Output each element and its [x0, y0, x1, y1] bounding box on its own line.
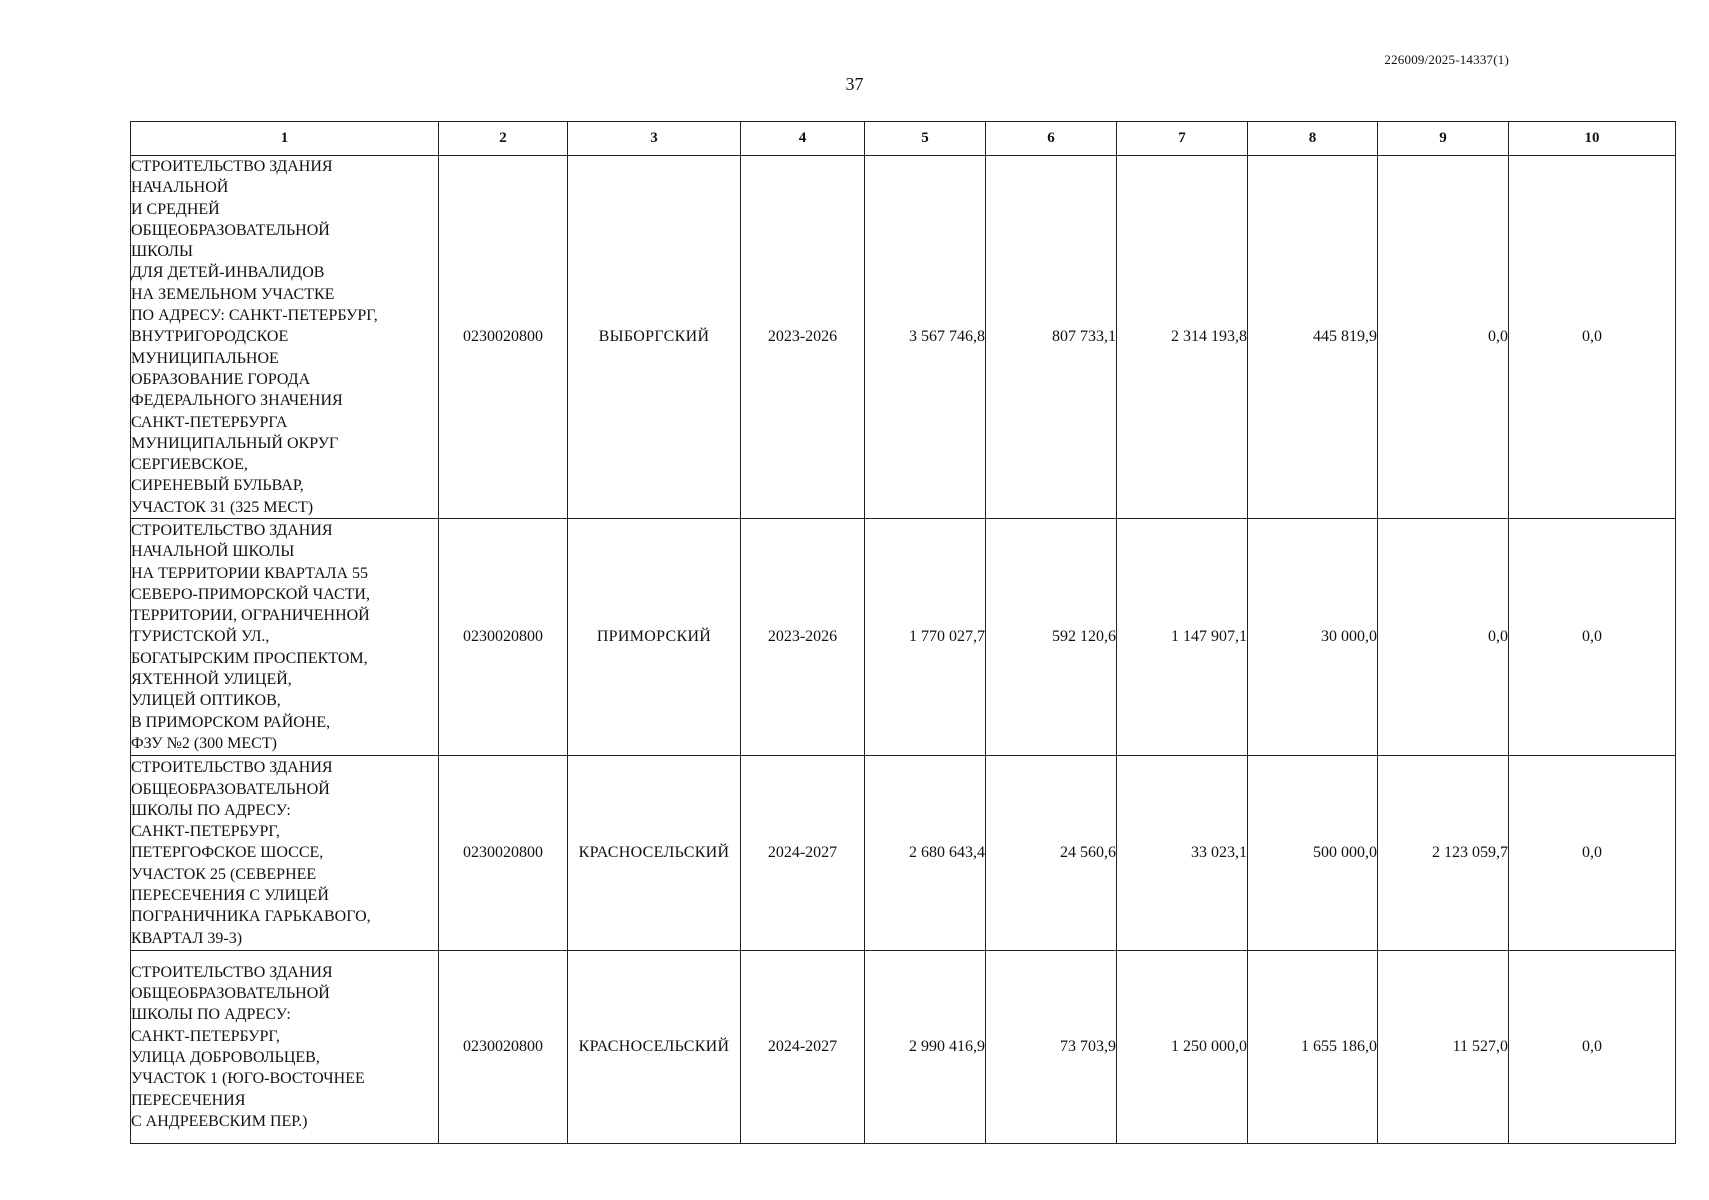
value-cell-8: 1 655 186,0 — [1248, 951, 1378, 1144]
value-cell-7: 1 250 000,0 — [1117, 951, 1248, 1144]
district-cell: ВЫБОРГСКИЙ — [568, 156, 741, 519]
value-cell-6: 592 120,6 — [986, 519, 1117, 756]
column-header-5: 5 — [865, 122, 986, 156]
value-cell-5: 2 680 643,4 — [865, 756, 986, 951]
object-name-line: СТРОИТЕЛЬСТВО ЗДАНИЯ — [131, 759, 333, 777]
budget-table — [130, 121, 1676, 1144]
object-name-line: ОБЩЕОБРАЗОВАТЕЛЬНОЙ — [131, 221, 330, 239]
object-name-line: УЧАСТОК 31 (325 МЕСТ) — [131, 498, 314, 516]
value-cell-5: 3 567 746,8 — [865, 156, 986, 519]
period-cell: 2023-2026 — [741, 156, 865, 519]
object-name-line: САНКТ-ПЕТЕРБУРГ, — [131, 1027, 280, 1045]
object-name-line: ВНУТРИГОРОДСКОЕ — [131, 328, 289, 346]
object-name-line: ОБЩЕОБРАЗОВАТЕЛЬНОЙ — [131, 985, 330, 1003]
object-name-line: ШКОЛЫ ПО АДРЕСУ: — [131, 801, 291, 819]
object-name-line: НА ТЕРРИТОРИИ КВАРТАЛА 55 — [131, 564, 369, 582]
object-name-line: ОБРАЗОВАНИЕ ГОРОДА — [131, 370, 311, 388]
table-header-row — [131, 122, 1676, 156]
object-name-line: НАЧАЛЬНОЙ — [131, 179, 229, 197]
object-name-line: НА ЗЕМЕЛЬНОМ УЧАСТКЕ — [131, 285, 335, 303]
object-name-line: СТРОИТЕЛЬСТВО ЗДАНИЯ — [131, 158, 333, 175]
object-name-line: ПОГРАНИЧНИКА ГАРЬКАВОГО, — [131, 908, 371, 926]
object-name-line: БОГАТЫРСКИМ ПРОСПЕКТОМ, — [131, 649, 368, 667]
object-name-line: УЧАСТОК 1 (ЮГО-ВОСТОЧНЕЕ — [131, 1070, 365, 1088]
page-number: 37 — [845, 74, 864, 94]
column-header-6: 6 — [986, 122, 1117, 156]
object-name-line: СТРОИТЕЛЬСТВО ЗДАНИЯ — [131, 963, 333, 981]
object-name-line: ДЛЯ ДЕТЕЙ-ИНВАЛИДОВ — [131, 264, 325, 282]
budget-code-cell: 0230020800 — [439, 756, 568, 951]
column-header-2: 2 — [439, 122, 568, 156]
value-cell-8: 30 000,0 — [1248, 519, 1378, 756]
value-cell-7: 1 147 907,1 — [1117, 519, 1248, 756]
value-cell-9: 2 123 059,7 — [1378, 756, 1509, 951]
object-name-line: УЧАСТОК 25 (СЕВЕРНЕЕ — [131, 865, 317, 883]
object-name-line: СТРОИТЕЛЬСТВО ЗДАНИЯ — [131, 521, 333, 539]
object-name-cell — [131, 519, 439, 756]
value-cell-8: 445 819,9 — [1248, 156, 1378, 519]
value-cell-10: 0,0 — [1509, 519, 1676, 756]
object-name-line: ФЕДЕРАЛЬНОГО ЗНАЧЕНИЯ — [131, 392, 343, 410]
value-cell-9: 0,0 — [1378, 156, 1509, 519]
value-cell-8: 500 000,0 — [1248, 756, 1378, 951]
budget-code-cell: 0230020800 — [439, 156, 568, 519]
value-cell-6: 24 560,6 — [986, 756, 1117, 951]
object-name-line: ОБЩЕОБРАЗОВАТЕЛЬНОЙ — [131, 780, 330, 798]
column-header-1: 1 — [131, 122, 439, 156]
table-row — [131, 756, 1676, 951]
value-cell-9: 11 527,0 — [1378, 951, 1509, 1144]
object-name-line: ТЕРРИТОРИИ, ОГРАНИЧЕННОЙ — [131, 607, 370, 625]
document-id: 226009/2025-14337(1) — [1384, 52, 1509, 67]
value-cell-6: 73 703,9 — [986, 951, 1117, 1144]
object-name-line: МУНИЦИПАЛЬНОЕ — [131, 349, 279, 367]
object-name-line: ПЕРЕСЕЧЕНИЯ С УЛИЦЕЙ — [131, 886, 329, 904]
column-header-3: 3 — [568, 122, 741, 156]
object-name-line: ПО АДРЕСУ: САНКТ-ПЕТЕРБУРГ, — [131, 307, 378, 325]
value-cell-9: 0,0 — [1378, 519, 1509, 756]
object-name-line: ШКОЛЫ — [131, 243, 193, 261]
object-name-line: ШКОЛЫ ПО АДРЕСУ: — [131, 1006, 291, 1024]
value-cell-6: 807 733,1 — [986, 156, 1117, 519]
object-name-line: САНКТ-ПЕТЕРБУРГА — [131, 413, 288, 431]
object-name-line: УЛИЦЕЙ ОПТИКОВ, — [131, 692, 281, 710]
object-name-line: УЛИЦА ДОБРОВОЛЬЦЕВ, — [131, 1049, 320, 1067]
object-name-line: ПЕРЕСЕЧЕНИЯ — [131, 1091, 246, 1109]
object-name-line: СЕРГИЕВСКОЕ, — [131, 456, 248, 474]
table-row — [131, 519, 1676, 756]
object-name-cell — [131, 951, 439, 1144]
budget-code-cell: 0230020800 — [439, 951, 568, 1144]
column-header-9: 9 — [1378, 122, 1509, 156]
value-cell-10: 0,0 — [1509, 756, 1676, 951]
district-cell: КРАСНОСЕЛЬСКИЙ — [568, 756, 741, 951]
object-name-cell — [131, 756, 439, 951]
district-cell: КРАСНОСЕЛЬСКИЙ — [568, 951, 741, 1144]
table-row — [131, 156, 1676, 519]
column-header-10: 10 — [1509, 122, 1676, 156]
object-name-line: САНКТ-ПЕТЕРБУРГ, — [131, 823, 280, 841]
value-cell-7: 33 023,1 — [1117, 756, 1248, 951]
value-cell-5: 2 990 416,9 — [865, 951, 986, 1144]
object-name-line: ПЕТЕРГОФСКОЕ ШОССЕ, — [131, 844, 324, 862]
value-cell-5: 1 770 027,7 — [865, 519, 986, 756]
object-name-line: И СРЕДНЕЙ — [131, 200, 220, 218]
budget-code-cell: 0230020800 — [439, 519, 568, 756]
object-name-line: СЕВЕРО-ПРИМОРСКОЙ ЧАСТИ, — [131, 585, 370, 603]
column-header-8: 8 — [1248, 122, 1378, 156]
object-name-line: МУНИЦИПАЛЬНЫЙ ОКРУГ — [131, 434, 339, 452]
object-name-line: НАЧАЛЬНОЙ ШКОЛЫ — [131, 543, 295, 561]
period-cell: 2023-2026 — [741, 519, 865, 756]
value-cell-7: 2 314 193,8 — [1117, 156, 1248, 519]
object-name-line: КВАРТАЛ 39-3) — [131, 929, 243, 947]
table-row — [131, 951, 1676, 1144]
object-name-line: ТУРИСТСКОЙ УЛ., — [131, 628, 270, 646]
column-header-7: 7 — [1117, 122, 1248, 156]
object-name-line: ФЗУ №2 (300 МЕСТ) — [131, 734, 277, 752]
period-cell: 2024-2027 — [741, 951, 865, 1144]
object-name-line: ЯХТЕННОЙ УЛИЦЕЙ, — [131, 670, 292, 688]
district-cell: ПРИМОРСКИЙ — [568, 519, 741, 756]
value-cell-10: 0,0 — [1509, 951, 1676, 1144]
object-name-line: СИРЕНЕВЫЙ БУЛЬВАР, — [131, 477, 304, 495]
object-name-line: В ПРИМОРСКОМ РАЙОНЕ, — [131, 713, 331, 731]
object-name-cell — [131, 156, 439, 519]
column-header-4: 4 — [741, 122, 865, 156]
value-cell-10: 0,0 — [1509, 156, 1676, 519]
object-name-line: С АНДРЕЕВСКИМ ПЕР.) — [131, 1112, 308, 1130]
period-cell: 2024-2027 — [741, 756, 865, 951]
